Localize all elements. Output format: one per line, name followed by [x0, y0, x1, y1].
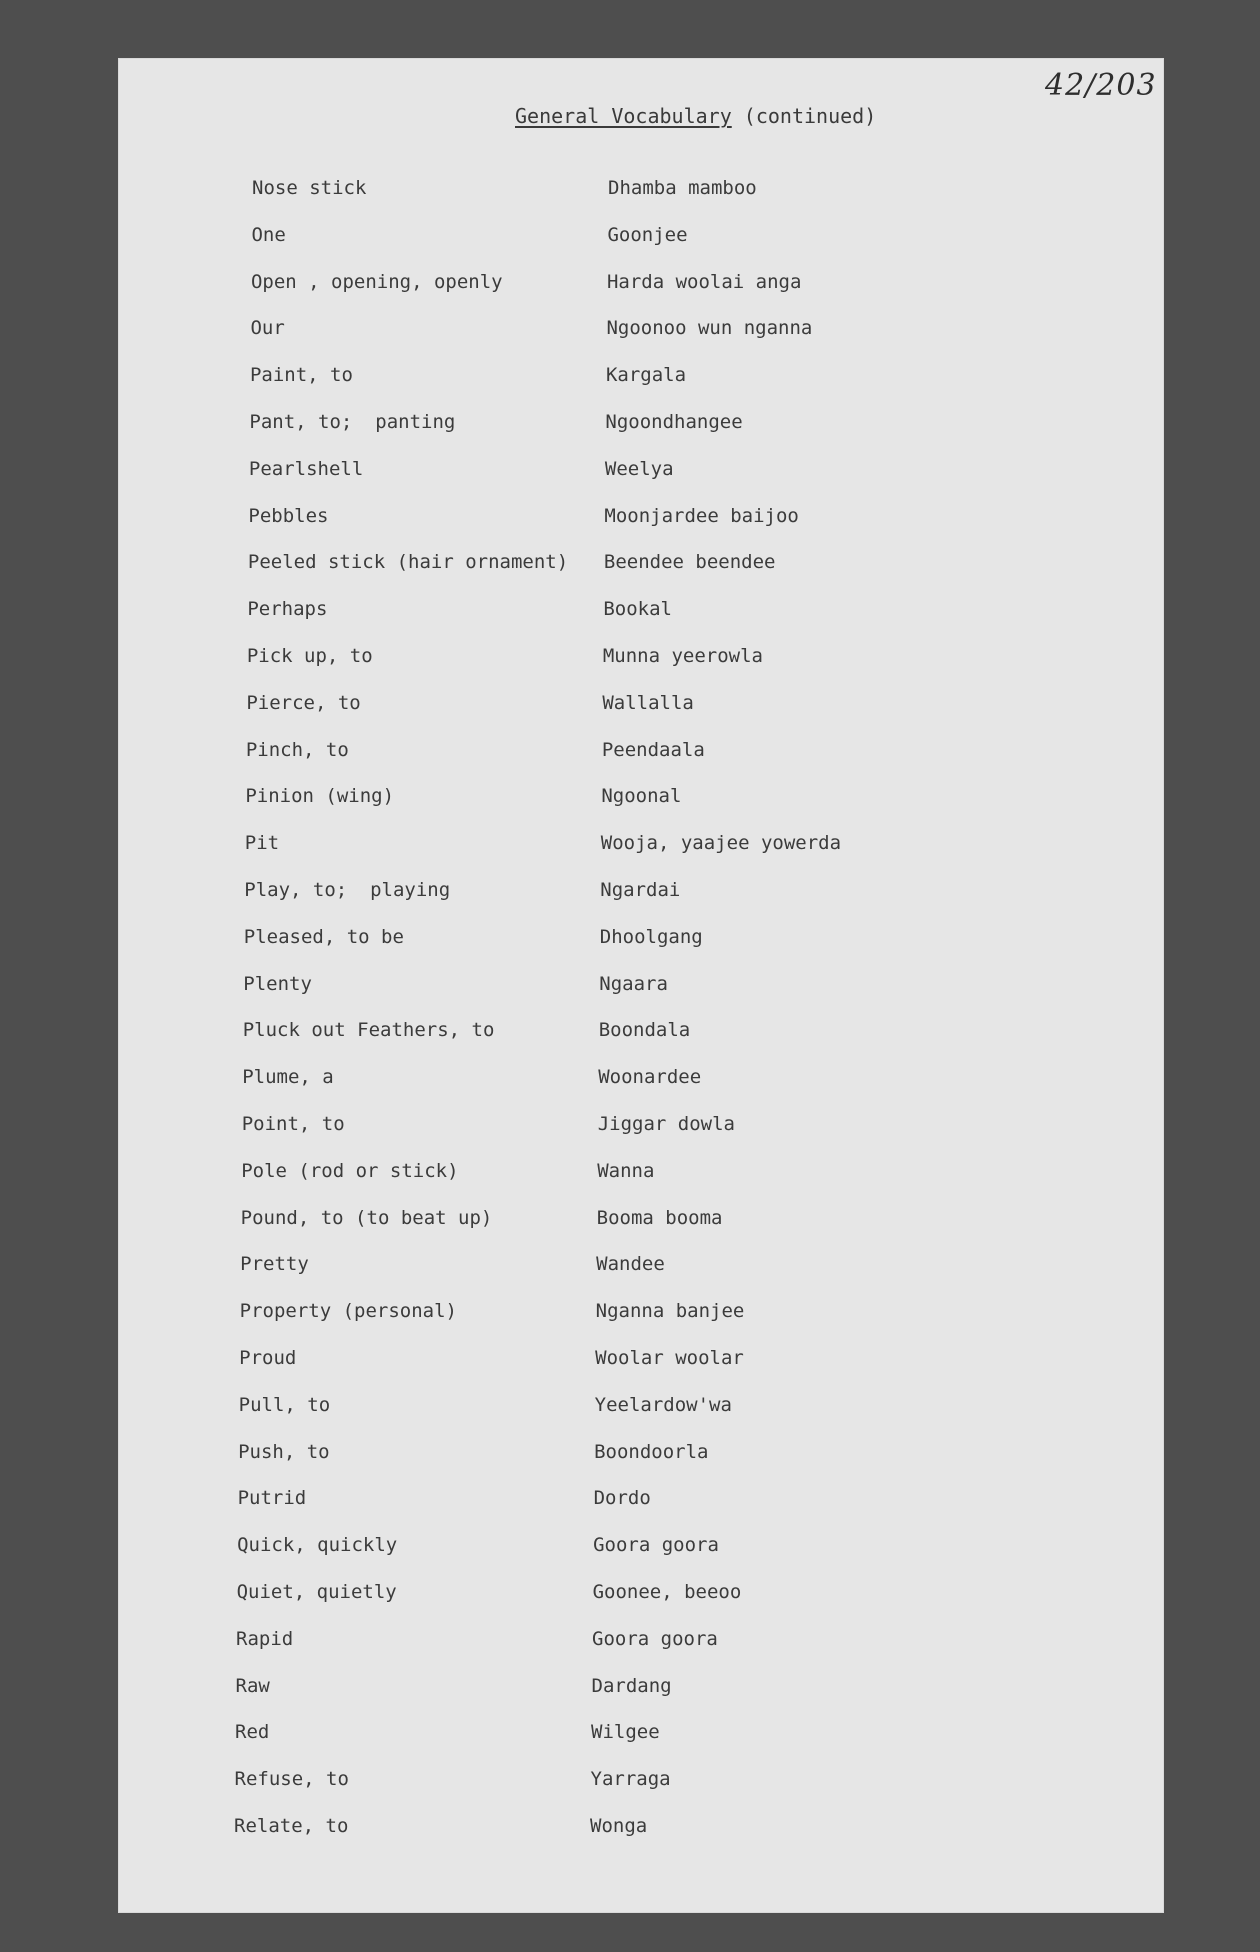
entry-translation: Ngoonoo wun nganna: [606, 317, 813, 340]
list-item: [236, 1672, 1136, 1702]
entry-term: Pinion (wing): [245, 785, 395, 808]
entry-term: Putrid: [237, 1487, 307, 1510]
list-item: [252, 174, 1152, 204]
list-item: [242, 1063, 1142, 1093]
entry-translation: Goonee, beeoo: [592, 1581, 742, 1603]
entry-term: Pit: [244, 832, 280, 855]
list-item: [243, 1016, 1143, 1046]
entry-term: Refuse, to: [234, 1768, 349, 1791]
list-item: [249, 408, 1149, 438]
list-item: [234, 1812, 1134, 1842]
entry-term: Pick up, to: [246, 645, 373, 667]
entry-term: Point, to: [241, 1113, 345, 1135]
list-item: [251, 268, 1151, 298]
entry-term: Raw: [235, 1674, 270, 1697]
entry-translation: Ngardai: [600, 879, 681, 901]
entry-term: Pull, to: [238, 1393, 331, 1416]
list-item: [238, 1438, 1138, 1468]
entry-translation: Harda woolai anga: [606, 270, 802, 293]
list-item: [238, 1484, 1138, 1514]
list-item: [244, 876, 1144, 906]
entry-translation: Goora goora: [592, 1627, 718, 1650]
list-item: [240, 1250, 1140, 1280]
entry-term: Plume, a: [242, 1066, 334, 1089]
entry-term: Pierce, to: [246, 691, 361, 714]
entry-term: Proud: [239, 1347, 297, 1369]
entry-term: Quiet, quietly: [236, 1581, 397, 1603]
entry-translation: Wallalla: [602, 691, 694, 714]
entry-term: Pole (rod or stick): [241, 1159, 459, 1182]
list-item: [250, 314, 1150, 344]
entry-term: Relate, to: [234, 1815, 349, 1837]
entry-term: Pluck out Feathers, to: [242, 1019, 495, 1042]
entry-term: Paint, to: [249, 364, 353, 387]
entry-translation: Ngoonal: [601, 785, 682, 808]
list-item: [241, 1157, 1141, 1187]
list-item: [242, 1110, 1142, 1140]
list-item: [250, 361, 1150, 391]
entry-term: Red: [235, 1721, 270, 1744]
entry-translation: Boondala: [598, 1019, 691, 1042]
entry-translation: Woolar woolar: [595, 1347, 744, 1369]
list-item: [246, 689, 1146, 719]
entry-translation: Nganna banjee: [595, 1300, 745, 1323]
list-item: [240, 1297, 1140, 1327]
entry-translation: Wonga: [590, 1815, 648, 1837]
list-item: [251, 221, 1151, 251]
entry-translation: Wanna: [597, 1159, 655, 1182]
entry-term: Pleased, to be: [243, 925, 404, 948]
entry-term: Pretty: [240, 1253, 309, 1276]
entry-translation: Kargala: [605, 364, 687, 387]
entry-term: Property (personal): [239, 1300, 457, 1323]
list-item: [243, 970, 1143, 1000]
entry-term: One: [251, 223, 286, 246]
entry-translation: Peendaala: [601, 738, 705, 761]
entry-term: Pinch, to: [245, 738, 349, 761]
entry-translation: Goonjee: [607, 223, 688, 246]
entry-translation: Wandee: [596, 1253, 665, 1276]
list-item: [236, 1625, 1136, 1655]
entry-term: Quick, quickly: [237, 1534, 398, 1557]
list-item: [235, 1765, 1135, 1795]
list-item: [244, 923, 1144, 953]
entry-translation: Dardang: [591, 1674, 672, 1697]
list-item: [246, 736, 1146, 766]
entry-term: Play, to; playing: [244, 879, 451, 901]
list-item: [245, 782, 1145, 812]
title-suffix: (continued): [743, 104, 877, 128]
entry-term: Our: [250, 317, 285, 340]
title-main: General Vocabulary: [515, 104, 732, 128]
entry-term: Peeled stick (hair ornament): [247, 551, 569, 574]
entry-term: Rapid: [236, 1627, 294, 1650]
entry-translation: Dordo: [593, 1487, 651, 1510]
entry-term: Pant, to; panting: [249, 411, 456, 433]
list-item: [239, 1391, 1139, 1421]
entry-translation: Yarraga: [590, 1768, 671, 1791]
entry-term: Pearlshell: [248, 457, 364, 480]
entry-term: Nose stick: [252, 177, 367, 199]
list-item: [247, 642, 1147, 672]
list-item: [241, 1204, 1141, 1234]
entry-term: Open , opening, openly: [250, 270, 503, 293]
entry-translation: Bookal: [603, 598, 672, 621]
list-item: [237, 1531, 1137, 1561]
entry-term: Plenty: [243, 972, 312, 995]
page-number: 42/203: [1045, 68, 1157, 103]
entry-term: Pebbles: [248, 504, 329, 527]
entry-translation: Beendee beendee: [603, 551, 776, 574]
entry-translation: Dhamba mamboo: [608, 177, 757, 199]
entry-translation: Boondoorla: [594, 1440, 709, 1463]
list-item: [239, 1344, 1139, 1374]
list-item: [245, 829, 1145, 859]
entry-translation: Wooja, yaajee yowerda: [600, 832, 842, 855]
entry-translation: Goora goora: [593, 1534, 719, 1557]
entry-translation: Ngaara: [599, 972, 668, 995]
entry-term: Push, to: [238, 1440, 330, 1463]
list-item: [248, 502, 1148, 532]
entry-translation: Yeelardow'wa: [594, 1393, 732, 1416]
entry-term: Perhaps: [247, 598, 328, 621]
entry-term: Pound, to (to beat up): [240, 1206, 493, 1229]
list-item: [247, 595, 1147, 625]
entry-translation: Ngoondhangee: [605, 411, 743, 433]
entry-translation: Wilgee: [591, 1721, 660, 1744]
entry-translation: Booma booma: [596, 1206, 723, 1229]
entry-translation: Munna yeerowla: [602, 645, 763, 667]
entry-translation: Weelya: [604, 457, 674, 480]
list-item: [249, 455, 1149, 485]
entry-translation: Moonjardee baijoo: [604, 504, 799, 527]
list-item: [237, 1578, 1137, 1608]
list-item: [235, 1718, 1135, 1748]
entry-translation: Dhoolgang: [599, 925, 703, 948]
entry-translation: Jiggar dowla: [597, 1113, 735, 1135]
page-title: [515, 104, 876, 128]
list-item: [248, 548, 1148, 578]
entry-translation: Woonardee: [598, 1066, 702, 1089]
